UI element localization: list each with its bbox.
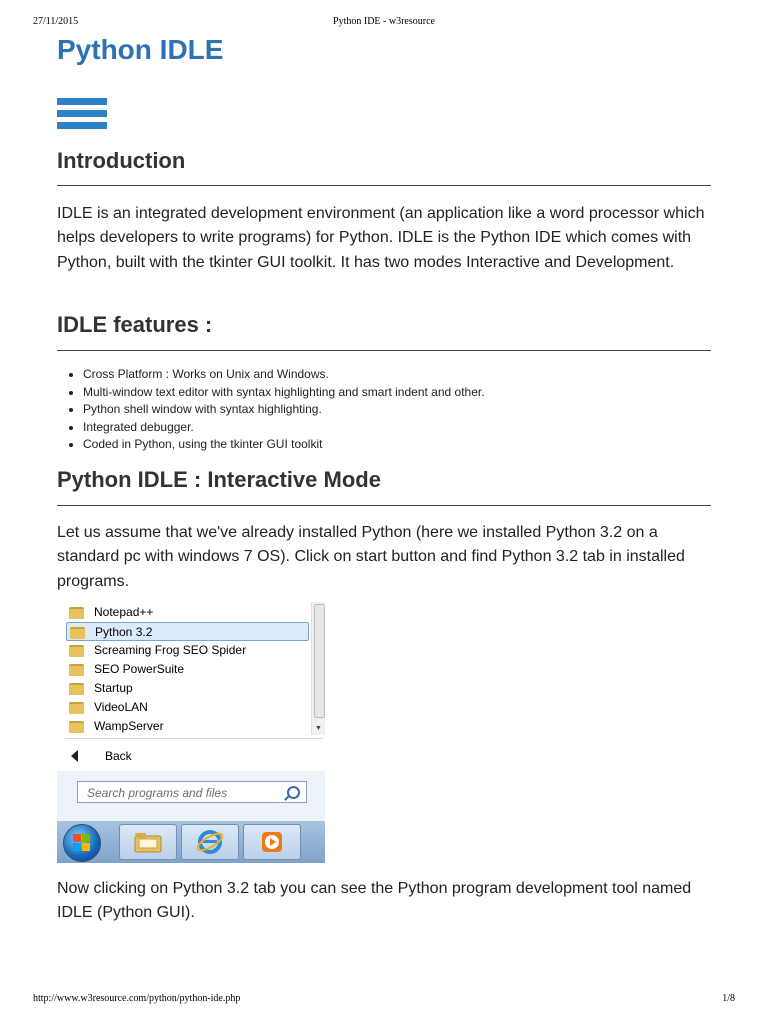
folder-icon [69,645,84,657]
hamburger-menu-icon[interactable] [57,98,107,134]
print-page-number: 1/8 [722,993,735,1004]
introduction-heading: Introduction [57,148,186,173]
interactive-mode-paragraph: Let us assume that we've already installed Python (here we installed Python 3.2 on a standard pc with windows 7 OS). Click on start button and find Python 3.2 tab in installed programs. [57,524,685,590]
file-explorer-icon [133,830,163,854]
search-programs-input[interactable] [77,781,307,803]
interactive-mode-heading: Python IDLE : Interactive Mode [57,467,381,492]
scroll-down-arrow-icon[interactable]: ▼ [315,725,322,732]
folder-icon [69,702,84,714]
start-menu-screenshot [57,602,325,863]
program-item-screaming-frog[interactable] [66,641,309,660]
back-button[interactable] [67,747,307,765]
program-list-scrollbar[interactable] [311,602,325,735]
folder-icon [69,664,84,676]
program-item-wampserver[interactable] [66,717,309,736]
back-arrow-icon [71,750,78,762]
features-list [57,366,485,454]
interactive-mode-divider [57,505,711,506]
features-heading: IDLE features : [57,312,213,337]
program-label: VideoLAN [94,700,148,714]
program-item-python-32[interactable] [66,622,309,641]
folder-icon [70,627,85,639]
print-header [33,16,735,30]
search-area [57,771,325,821]
introduction-divider [57,185,711,186]
program-label: Python 3.2 [95,625,153,639]
list-item: • Python shell window with syntax highlighting. [83,401,485,419]
taskbar-explorer-button[interactable] [119,824,177,860]
page-title: Python IDLE [57,34,224,65]
taskbar [57,821,325,863]
print-document-title: Python IDE - w3resource [333,16,435,27]
print-footer [33,993,735,1007]
program-item-notepadpp[interactable] [66,603,309,622]
media-player-icon [260,830,284,854]
windows-start-button[interactable] [63,824,101,862]
internet-explorer-icon [195,827,225,857]
menu-divider [65,738,323,739]
list-item: • Integrated debugger. [83,419,485,437]
folder-icon [69,607,84,619]
windows-logo-icon [73,834,91,852]
program-item-startup[interactable] [66,679,309,698]
list-item: • Coded in Python, using the tkinter GUI toolkit [83,436,485,454]
program-label: Notepad++ [94,605,154,619]
print-url: http://www.w3resource.com/python/python-ide.php [33,993,241,1004]
back-label: Back [105,749,132,763]
taskbar-media-player-button[interactable] [243,824,301,860]
scrollbar-thumb[interactable] [314,604,325,718]
program-label: Startup [94,681,133,695]
folder-icon [69,683,84,695]
search-placeholder: Search programs and files [87,786,228,800]
program-item-seo-powersuite[interactable] [66,660,309,679]
program-label: WampServer [94,719,164,733]
program-label: SEO PowerSuite [94,662,185,676]
program-list [61,602,311,735]
taskbar-internet-explorer-button[interactable] [181,824,239,860]
folder-icon [69,721,84,733]
print-date: 27/11/2015 [33,16,79,27]
after-image-paragraph: Now clicking on Python 3.2 tab you can see the Python program development tool named IDLE (Python GUI). [57,880,692,922]
features-divider [57,350,711,351]
list-item: • Multi-window text editor with syntax highlighting and smart indent and other. [83,384,485,402]
program-item-videolan[interactable] [66,698,309,717]
program-label: Screaming Frog SEO Spider [94,643,247,657]
list-item: • Cross Platform : Works on Unix and Windows. [83,366,485,384]
search-icon[interactable] [287,786,300,799]
introduction-paragraph: IDLE is an integrated development environment (an application like a word processor which helps developers to write programs) for Python. IDLE is the Python IDE which comes with Python, built with the tkinter GUI toolkit. It has two modes Interactive and Development. [57,205,705,271]
